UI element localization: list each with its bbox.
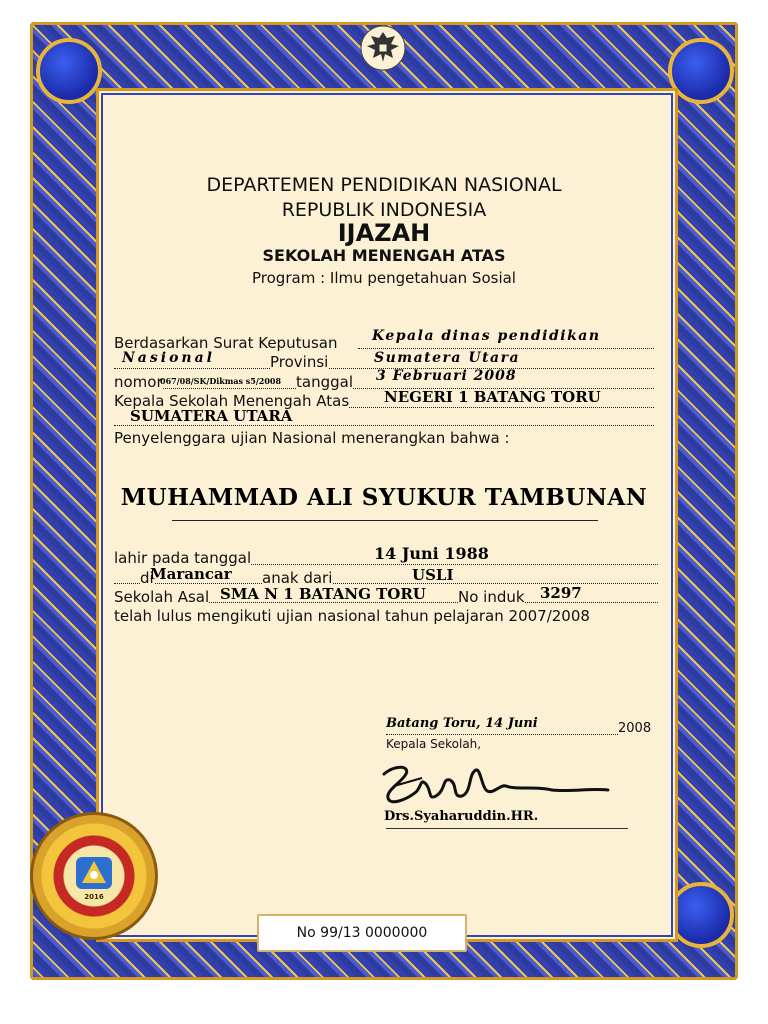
child-of-label: anak dari	[262, 569, 333, 587]
dotted-line	[114, 425, 654, 426]
based-on-value: Kepala dinas pendidikan	[372, 328, 601, 344]
province-label: Provinsi	[270, 353, 329, 371]
republic-line: REPUBLIK INDONESIA	[281, 199, 487, 221]
name-underline	[172, 520, 598, 521]
number-value: 067/08/SK/Dikmas s5/2008	[160, 376, 282, 386]
serial-number: No 99/13 0000000	[257, 914, 467, 952]
birth-label: lahir pada tanggal	[114, 549, 252, 567]
induk-label: No induk	[458, 588, 525, 606]
signatory-name: Drs.Syaharuddin.HR.	[384, 809, 539, 824]
garuda-emblem-icon	[359, 24, 407, 72]
based-on-label: Berdasarkan Surat Keputusan	[114, 334, 338, 352]
school-seal	[30, 812, 158, 940]
origin-label: Sekolah Asal	[114, 588, 210, 606]
school-level: SEKOLAH MENENGAH ATAS	[262, 246, 506, 265]
ministry-line: DEPARTEMEN PENDIDIKAN NASIONAL	[206, 174, 562, 196]
head-value-2: SUMATERA UTARA	[130, 407, 293, 425]
dotted-line	[358, 348, 654, 349]
birth-value: 14 Juni 1988	[374, 544, 489, 563]
at-label: di	[140, 569, 154, 587]
student-name: MUHAMMAD ALI SYUKUR TAMBUNAN	[120, 484, 648, 511]
province-value: Sumatera Utara	[374, 350, 521, 366]
handwritten-signature	[376, 756, 616, 812]
date-label: tanggal	[296, 373, 353, 391]
signature-underline	[386, 828, 628, 829]
seal-year: 2016	[84, 893, 104, 901]
child-of-value: USLI	[412, 566, 454, 584]
number-label: nomor	[114, 373, 163, 391]
date-value: 3 Februari 2008	[376, 368, 517, 384]
head-label: Kepala Sekolah Menengah Atas	[114, 392, 350, 410]
induk-value: 3297	[540, 584, 582, 602]
tut-wuri-handayani-icon	[74, 855, 114, 891]
at-value: Marancar	[150, 565, 232, 583]
head-value: NEGERI 1 BATANG TORU	[384, 388, 601, 406]
signature-role: Kepala Sekolah,	[386, 737, 482, 751]
origin-value: SMA N 1 BATANG TORU	[220, 585, 426, 603]
organizer-text: Penyelenggara ujian Nasional menerangkan bahwa :	[114, 429, 510, 447]
national-value: Nasional	[122, 350, 215, 366]
place-date: Batang Toru, 14 Juni	[386, 716, 538, 731]
pass-text: telah lulus mengikuti ujian nasional tahun pelajaran 2007/2008	[114, 607, 590, 625]
program-line: Program : Ilmu pengetahuan Sosial	[252, 269, 516, 287]
signature-year: 2008	[618, 721, 652, 736]
certificate-title: IJAZAH	[337, 219, 431, 247]
dotted-line	[386, 734, 618, 735]
corner-medallion-top-left	[36, 38, 102, 104]
